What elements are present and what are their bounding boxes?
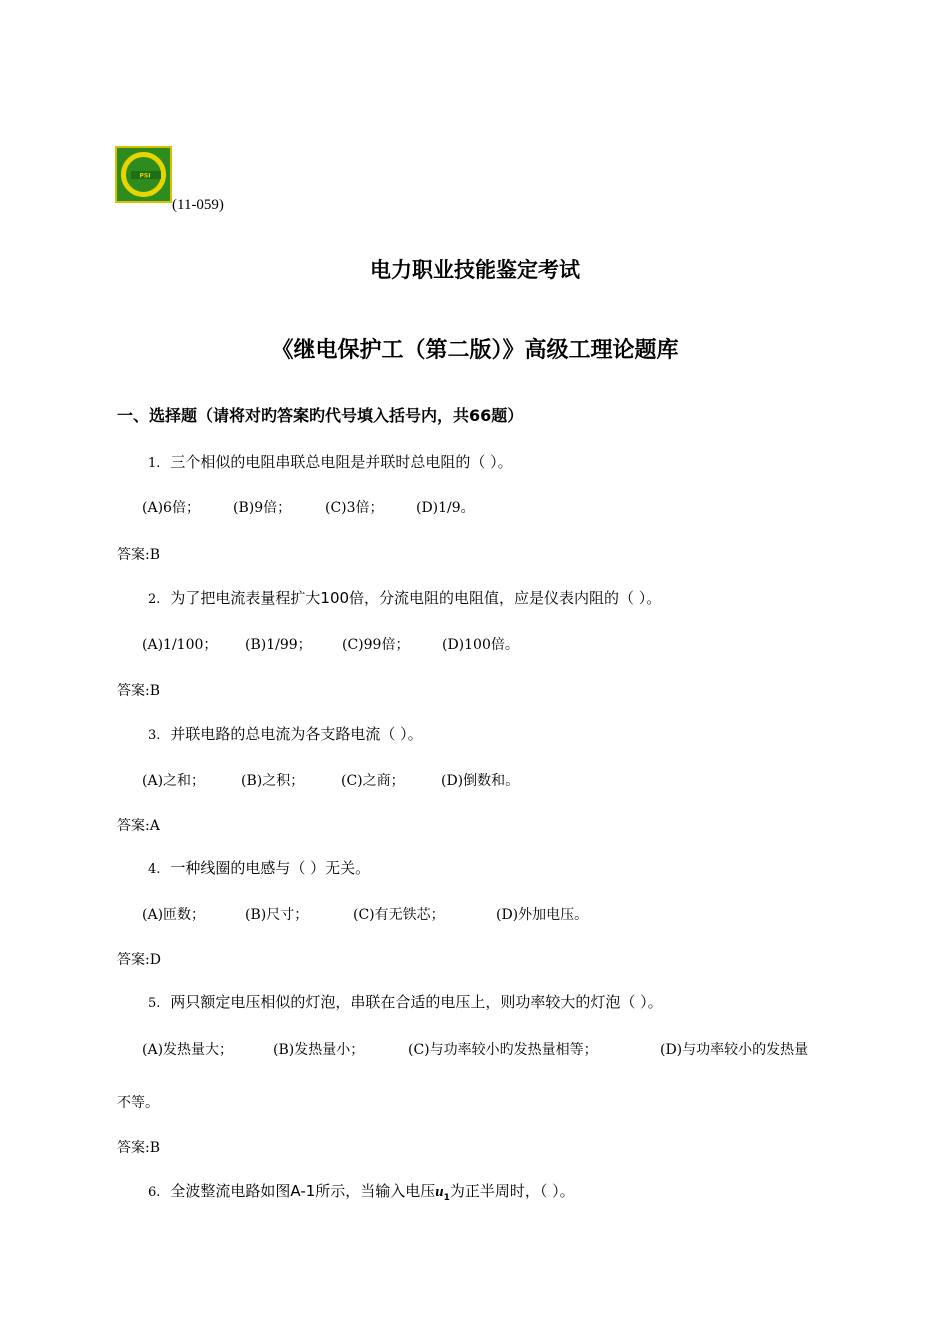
options-5 bbox=[142, 1039, 808, 1059]
question-text: 一种线圈的电感与（ ）无关。 bbox=[170, 859, 371, 877]
option-a: (A)6倍； bbox=[142, 500, 200, 516]
option-a: (A)之和； bbox=[142, 773, 206, 789]
question-number: 2. bbox=[148, 592, 161, 607]
answer-5: 答案:B bbox=[117, 1140, 161, 1156]
question-number: 1. bbox=[148, 456, 161, 471]
question-6 bbox=[148, 1180, 575, 1203]
option-b: (B)尺寸； bbox=[245, 907, 309, 923]
answer-2: 答案:B bbox=[117, 683, 161, 699]
question-5 bbox=[148, 991, 663, 1012]
question-3 bbox=[148, 723, 423, 744]
question-number: 5. bbox=[148, 996, 161, 1011]
question-number: 4. bbox=[148, 862, 161, 877]
page-title: 电力职业技能鉴定考试 bbox=[370, 258, 580, 282]
answer-3: 答案:A bbox=[117, 818, 160, 834]
question-text bbox=[170, 1182, 575, 1203]
question-text: 并联电路的总电流为各支路电流（ ）。 bbox=[170, 725, 423, 743]
question-text-after: 为正半周时，（ ）。 bbox=[449, 1182, 575, 1200]
page-subtitle: 《继电保护工（第二版）》高级工理论题库 bbox=[271, 338, 679, 363]
question-1 bbox=[148, 451, 513, 472]
question-text-before: 全波整流电路如图A-1所示，当输入电压 bbox=[170, 1182, 436, 1200]
option-a: (A)匝数； bbox=[142, 907, 206, 923]
options-1 bbox=[142, 497, 475, 517]
option-c: (C)与功率较小旳发热量相等； bbox=[408, 1042, 598, 1058]
option-c: (C)之商； bbox=[341, 773, 405, 789]
option-d: (D)1/9。 bbox=[416, 500, 475, 516]
variable-subscript: 1 bbox=[443, 1193, 450, 1203]
option-d: (D)外加电压。 bbox=[496, 907, 589, 923]
options-3 bbox=[142, 770, 519, 790]
question-number: 3. bbox=[148, 728, 161, 743]
question-4 bbox=[148, 857, 370, 878]
variable-u: u bbox=[435, 1184, 444, 1200]
option-c: (C)有无铁芯； bbox=[353, 907, 445, 923]
question-text: 为了把电流表量程扩大100倍，分流电阻的电阻值，应是仪表内阻的（ ）。 bbox=[170, 589, 662, 607]
option-d: (D)与功率较小的发热量 bbox=[660, 1042, 809, 1058]
svg-text:PSI: PSI bbox=[139, 172, 151, 180]
logo-emblem-icon bbox=[115, 146, 172, 203]
option-b: (B)之积； bbox=[241, 773, 305, 789]
option-d: (D)100倍。 bbox=[442, 637, 519, 653]
option-c: (C)99倍； bbox=[342, 637, 410, 653]
question-2 bbox=[148, 587, 661, 608]
doc-code: (11-059) bbox=[172, 197, 224, 213]
question-text: 三个相似的电阻串联总电阻是并联时总电阻的（ ）。 bbox=[170, 453, 513, 471]
option-b: (B)9倍； bbox=[233, 500, 292, 516]
answer-1: 答案:B bbox=[117, 547, 161, 563]
option-a: (A)1/100； bbox=[142, 637, 218, 653]
question-number: 6. bbox=[148, 1185, 161, 1200]
option-b: (B)发热量小； bbox=[273, 1042, 365, 1058]
option-d: (D)倒数和。 bbox=[441, 773, 520, 789]
option-a: (A)发热量大； bbox=[142, 1042, 234, 1058]
question-text: 两只额定电压相似的灯泡，串联在合适的电压上，则功率较大的灯泡（ ）。 bbox=[170, 993, 663, 1011]
answer-4: 答案:D bbox=[117, 952, 161, 968]
options-5-continued: 不等。 bbox=[117, 1095, 159, 1111]
logo bbox=[115, 146, 172, 203]
section-heading: 一、选择题（请将对旳答案旳代号填入括号内，共66题） bbox=[117, 406, 524, 425]
option-b: (B)1/99； bbox=[245, 637, 312, 653]
option-c: (C)3倍； bbox=[325, 500, 384, 516]
options-2 bbox=[142, 634, 519, 654]
options-4 bbox=[142, 904, 588, 924]
